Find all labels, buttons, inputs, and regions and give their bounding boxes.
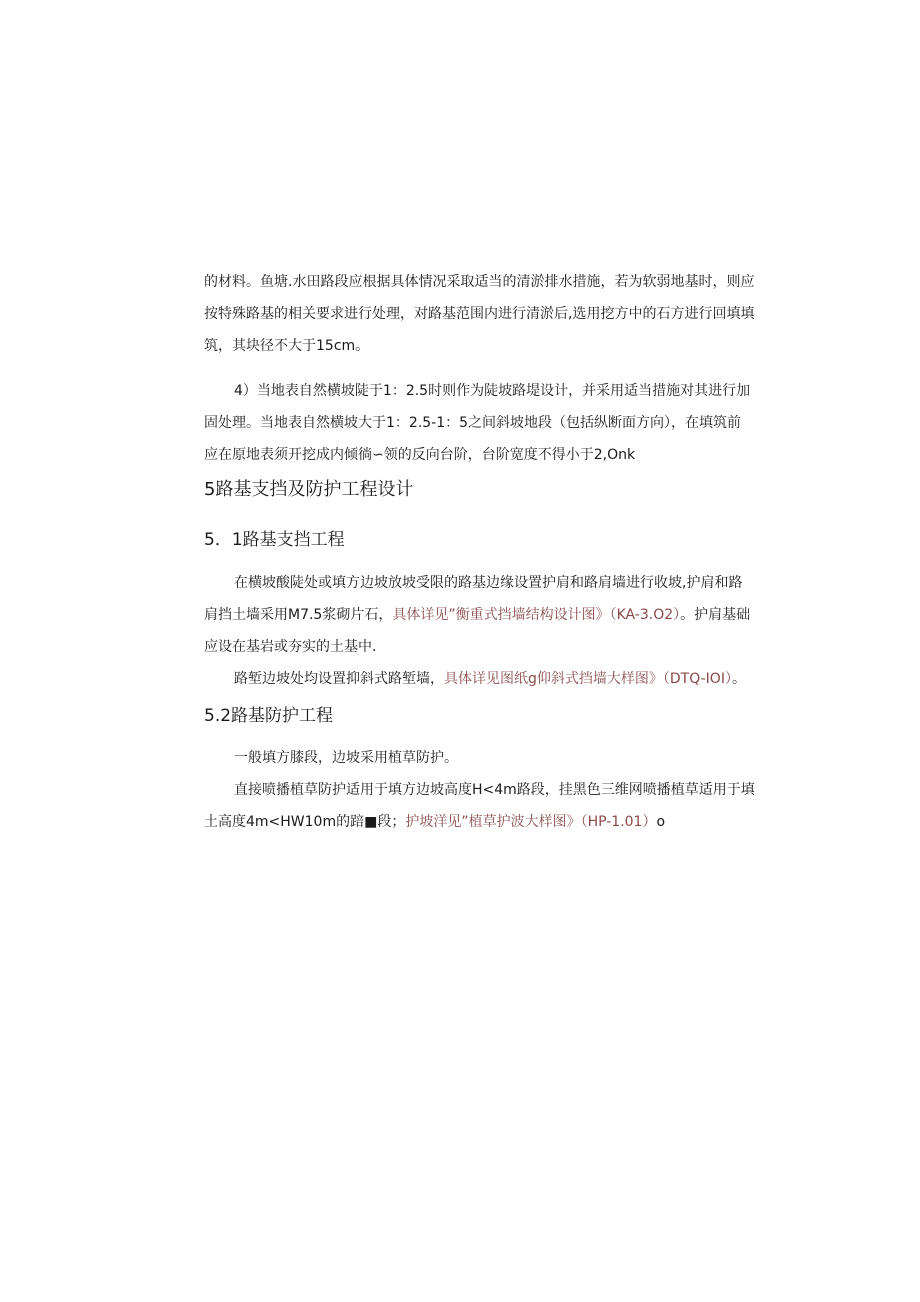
text-line: 应在原地表须开挖成内倾徜∽领的反向台阶，台阶宽度不得小于2,Onk xyxy=(204,447,636,463)
text-line: 按特殊路基的相关要求进行处理，对路基范围内进行清淤后,选用挖方中的石方进行回填填 xyxy=(204,306,755,322)
text-line: 固处理。当地表自然横坡大于1：2.5-1：5之间斜坡地段（包括纵断面方向），在填筑前 xyxy=(204,415,742,431)
section-heading-5: 5路基支挡及防护工程设计 xyxy=(204,479,414,500)
text-segment: 土高度4m<HW10m的踣■段； xyxy=(204,814,406,830)
paragraph-retaining-works xyxy=(204,567,764,695)
paragraph-steep-slope xyxy=(204,375,764,471)
text-segment: 。 xyxy=(731,671,746,687)
text-line: 在横坡酸陡处或填方边坡放坡受限的路基边缘设置护肩和路肩墙进行收坡,护肩和路 xyxy=(234,575,743,591)
text-line: 的材料。鱼塘.水田路段应根据具体情况采取适当的清淤排水措施，若为软弱地基时，则应 xyxy=(204,274,755,290)
text-line xyxy=(204,806,764,838)
drawing-reference-link[interactable]: 具体详见图纸g仰斜式挡墙大样图》（DTQ-IOI） xyxy=(444,671,732,687)
text-line xyxy=(204,663,764,695)
text-segment: 肩挡土墙采用M7.5浆砌片石， xyxy=(204,607,393,623)
text-line: 直接喷播植草防护适用于填方边坡高度H<4m路段，挂黑色三维网喷播植草适用于填 xyxy=(234,782,755,798)
section-heading-5-2: 5.2路基防护工程 xyxy=(204,706,334,726)
text-segment: 。护肩基础 xyxy=(680,607,751,623)
section-heading-5-1: 5．1路基支挡工程 xyxy=(204,530,345,550)
text-line: 一般填方膝段，边坡采用植草防护。 xyxy=(234,750,458,766)
text-line: 筑，其块径不大于15cm。 xyxy=(204,338,370,354)
text-segment: 路堑边坡处均设置抑斜式路堑墙， xyxy=(234,671,444,687)
drawing-reference-link[interactable]: 护坡洋见”植草护波大样图》（HP-1.01） xyxy=(405,814,657,830)
drawing-reference-link[interactable]: 具体详见”衡重式挡墙结构设计图》（KA-3.O2） xyxy=(392,607,681,623)
text-line: 应设在基岩或夯实的土基中. xyxy=(204,639,377,655)
text-line xyxy=(204,599,764,631)
text-segment: o xyxy=(656,814,666,830)
text-line: 4）当地表自然横坡陡于1：2.5时则作为陡坡路堤设计，并采用适当措施对其进行加 xyxy=(234,383,751,399)
paragraph-fill-materials xyxy=(204,266,764,362)
paragraph-protection-works xyxy=(204,742,764,838)
